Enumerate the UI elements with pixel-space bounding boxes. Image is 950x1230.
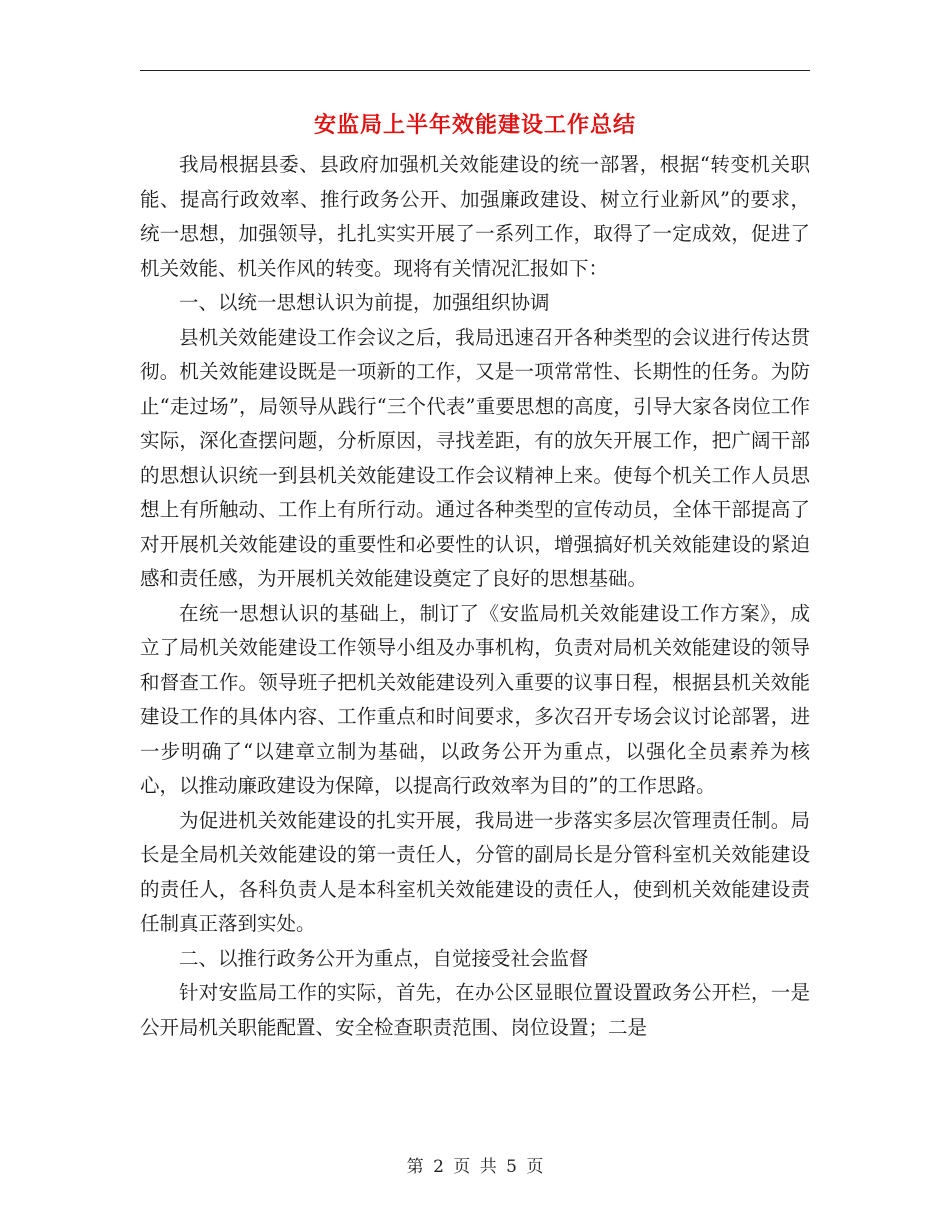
section-heading-2: 二、以推行政务公开为重点，自觉接受社会监督 — [179, 946, 589, 970]
document-body — [140, 148, 810, 1045]
document-title: 安监局上半年效能建设工作总结 — [313, 113, 636, 138]
paragraph: 在统一思想认识的基础上，制订了《安监局机关效能建设工作方案》，成立了局机关效能建设工作领导小组及办事机构，负责对局机关效能建设的领导和督查工作。领导班子把机关效能建设列入重要的议事日程，根据县机关效能建设工作的具体内容、工作重点和时间要求，多次召开专场会议讨论部署，进一步明确了“以建章立制为基础，以政务公开为重点，以强化全员素养为核心，以推动廉政建设为保障，以提高行政效率为目的”的工作思路。 — [140, 601, 810, 797]
section-heading-1: 一、以统一思想认识为前提，加强组织协调 — [179, 291, 550, 314]
paragraph: 县机关效能建设工作会议之后，我局迅速召开各种类型的会议进行传达贯彻。机关效能建设既是一项新的工作，又是一项常常性、长期性的任务。为防止“走过场”，局领导从践行“三个代表”重要思想的高度，引导大家各岗位工作实际，深化查摆问题，分析原因，寻找差距，有的放矢开展工作，把广阔干部的思想认识统一到县机关效能建设工作会议精神上来。使每个机关工作人员思想上有所触动、工作上有所行动。通过各种类型的宣传动员，全体干部提高了对开展机关效能建设的重要性和必要性的认识，增强搞好机关效能建设的紧迫感和责任感，为开展机关效能建设奠定了良好的思想基础。 — [140, 325, 810, 590]
paragraph-intro: 我局根据县委、县政府加强机关效能建设的统一部署，根据“转变机关职能、提高行政效率、推行政务公开、加强廉政建设、树立行业新风”的要求，统一思想，加强领导，扎扎实实开展了一系列工作，取得了一定成效，促进了机关效能、机关作风的转变。现将有关情况汇报如下： — [140, 153, 810, 280]
paragraph: 针对安监局工作的实际，首先，在办公区显眼位置设置政务公开栏，一是公开局机关职能配置、安全检查职责范围、岗位设置；二是 — [140, 981, 810, 1039]
page-footer: 第 2 页 共 5 页 — [406, 1157, 544, 1177]
paragraph: 为促进机关效能建设的扎实开展，我局进一步落实多层次管理责任制。局长是全局机关效能建设的第一责任人，分管的副局长是分管科室机关效能建设的责任人，各科负责人是本科室机关效能建设的责任人，使到机关效能建设责任制真正落到实处。 — [140, 808, 810, 935]
header-rule — [140, 70, 810, 71]
